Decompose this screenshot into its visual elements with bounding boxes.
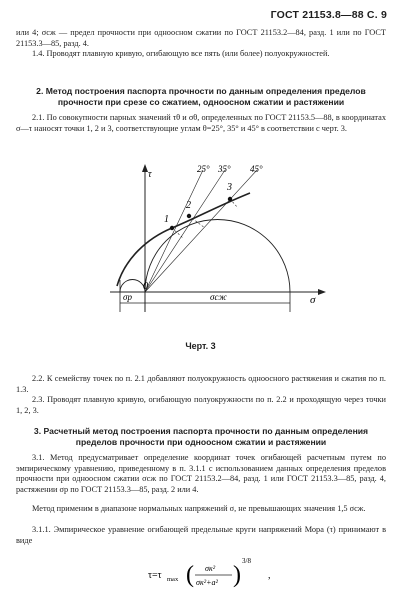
page-header: ГОСТ 21153.8—88 С. 9 <box>270 9 387 21</box>
paragraph-2-2: 2.2. К семейству точек по п. 2.1 добавляют полуокружность одноосного растяжения и сжатия по п. 1.3. <box>16 374 386 394</box>
figure-caption: Черт. 3 <box>185 341 216 351</box>
tau-axis-label: τ <box>148 169 152 180</box>
paragraph-3-1-1: 3.1.1. Эмпирическое уравнение огибающей предельные круги напряжений Мора (τ) принимают в виде <box>16 525 386 545</box>
paragraph-2-3: 2.3. Проводят плавную кривую, огибающую полуокружности по п. 2.2 и проходящую через точки 1, 2, 3. <box>16 395 386 415</box>
formula-sub: max <box>167 576 179 583</box>
point-label-3: 3 <box>227 182 232 193</box>
sigma-p-label: σp <box>123 292 132 302</box>
formula-numerator: σк² <box>205 564 216 573</box>
formula-exponent: 3/8 <box>242 557 251 565</box>
formula-lhs: τ=τ <box>148 570 162 581</box>
paragraph-3-1: 3.1. Метод предусматривает определение координат точек огибающей расчетным путем по эмпирическому уравнению, приведенному в п. 3.1.1 с использованием данных определения пределов прочности при одноосном сжатии σсж по ГОСТ 21153.2—84, разд. 1 или ГОСТ 21153.3—85, разд. 4, растяжении σр по ГОСТ 21153.3—85, разд. 2 или 4. <box>16 453 386 494</box>
formula-open-paren: ( <box>186 562 194 588</box>
sigma-szh-label: σсж <box>210 292 227 302</box>
angle-label-25: 25° <box>197 164 210 174</box>
paragraph-method-range: Метод применим в диапазоне нормальных напряжений σ, не превышающих значения 1,5 σсж. <box>32 504 366 513</box>
paragraph-top: или 4; σсж — предел прочности при одноосном сжатии по ГОСТ 21153.2—84, разд. 1 или по ГОСТ 21153.3—85, разд. 4. <box>16 28 386 48</box>
origin-label: 0 <box>143 281 148 292</box>
formula-denominator: σк²+a² <box>196 578 218 587</box>
angle-label-45: 45° <box>250 164 263 174</box>
section-2-title: 2. Метод построения паспорта прочности по данным определения пределов прочности при срезе со сжатием, одноосном сжатии и растяжении <box>36 86 366 107</box>
point-label-1: 1 <box>164 214 169 225</box>
section-3-title: 3. Расчетный метод построения паспорта прочности по данным определения пределов прочности при одноосном сжатии и растяжении <box>33 426 369 447</box>
angle-label-35: 35° <box>218 164 231 174</box>
paragraph-1-4: 1.4. Проводят плавную кривую, огибающую все пять (или более) полуокружностей. <box>32 49 330 58</box>
formula-tail: , <box>268 570 271 581</box>
sigma-axis-label: σ <box>310 294 316 306</box>
formula-close-paren: ) <box>233 562 241 588</box>
point-label-2: 2 <box>186 200 191 211</box>
paragraph-2-1: 2.1. По совокупности парных значений τθ и σθ, определенных по ГОСТ 21153.5—88, в координатах σ—τ наносят точки 1, 2 и 3, соответствующие углам θ=25°, 35° и 45° в соответствии с черт. 3. <box>16 113 386 133</box>
